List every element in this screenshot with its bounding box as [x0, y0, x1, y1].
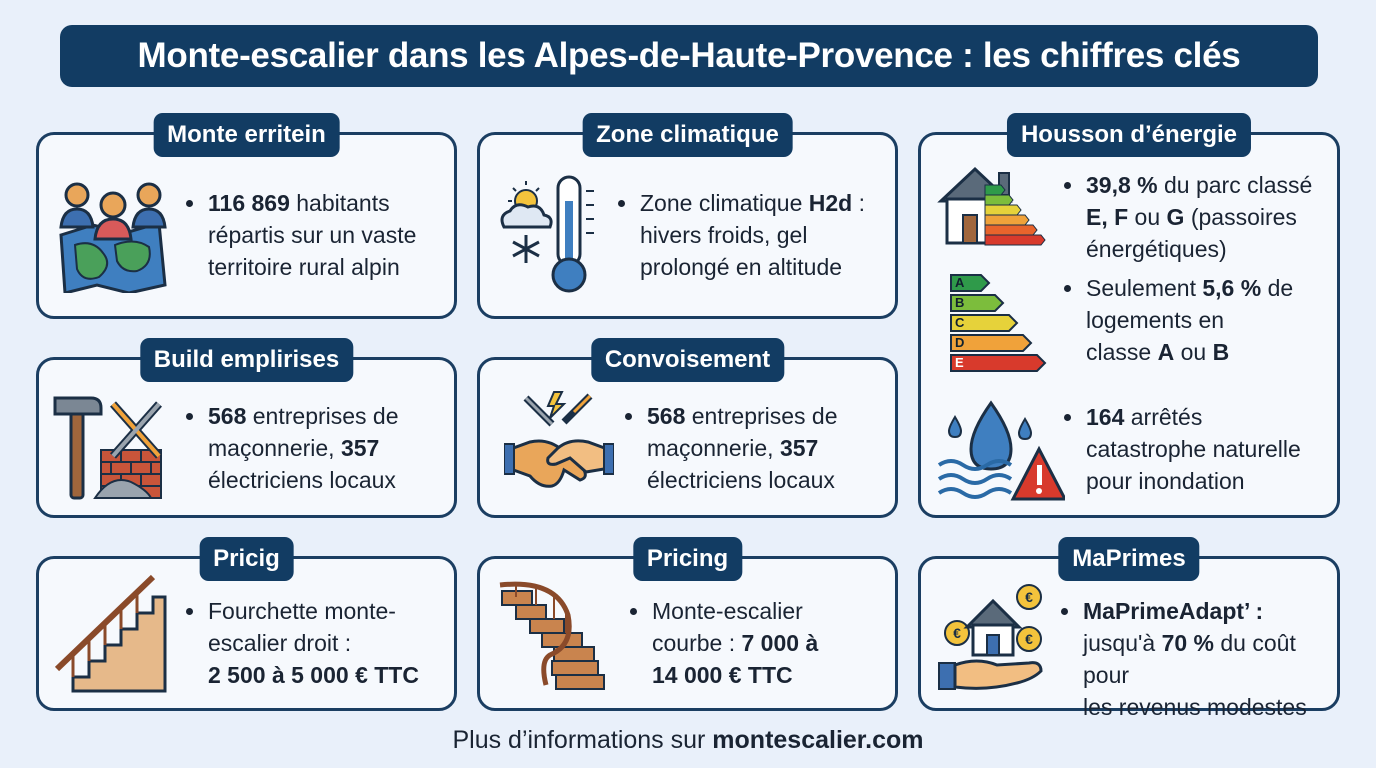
bold-segment: B	[1212, 339, 1230, 365]
text-line	[1083, 595, 1341, 627]
text-line	[1086, 272, 1334, 304]
handshake-tools-icon	[504, 388, 614, 498]
text-segment: électriciens locaux	[208, 467, 396, 493]
population-text	[186, 187, 456, 283]
scale-label-b: B	[955, 295, 965, 310]
flood-warning-icon	[935, 399, 1065, 503]
text-line	[1086, 201, 1334, 233]
text-segment: territoire rural alpin	[208, 254, 400, 280]
text-line	[652, 595, 890, 627]
svg-text:€: €	[953, 625, 961, 641]
text-line	[208, 464, 456, 496]
house-energy-label-icon	[935, 163, 1061, 247]
text-segment: classe	[1086, 339, 1158, 365]
text-segment: entreprises de	[246, 403, 399, 429]
card-header-build: Build emplirises	[140, 338, 353, 382]
build-text	[186, 400, 456, 496]
pricing-straight-text	[186, 595, 456, 691]
text-segment: Fourchette monte-	[208, 598, 396, 624]
people-map-icon	[53, 173, 173, 293]
bullet-dot	[1064, 414, 1071, 421]
text-segment: ou	[1128, 204, 1167, 230]
card-header-energy: Housson d’énergie	[1007, 113, 1251, 157]
card-header-convoi: Convoisement	[591, 338, 784, 382]
bold-segment: 357	[340, 435, 380, 461]
svg-text:€: €	[1025, 589, 1033, 605]
tools-bricks-icon	[51, 390, 171, 502]
text-segment: maçonnerie,	[208, 435, 341, 461]
text-line	[1083, 627, 1341, 691]
energy-lines-3	[1064, 401, 1334, 497]
text-segment: entreprises de	[685, 403, 838, 429]
maprimes-text	[1061, 595, 1341, 723]
text-line	[208, 627, 456, 659]
bold-segment: H2d	[808, 190, 853, 216]
bold-segment: 116 869	[208, 190, 290, 216]
bullet-dot	[1064, 285, 1071, 292]
bold-segment: 357	[779, 435, 819, 461]
text-line	[1086, 336, 1334, 368]
card-header-pricing-straight: Pricig	[199, 537, 294, 581]
card-header-pricing-curved: Pricing	[633, 537, 742, 581]
bold-segment: MaPrimeAdapt’ :	[1083, 598, 1264, 624]
bold-segment: 39,8 %	[1086, 172, 1158, 198]
build-lines	[186, 400, 456, 496]
card-header-maprimes: MaPrimes	[1058, 537, 1199, 581]
straight-stairs-icon	[53, 573, 171, 693]
bullet-dot	[625, 413, 632, 420]
pricing-curved-text	[630, 595, 890, 691]
text-line	[208, 400, 456, 432]
text-segment: habitants	[289, 190, 390, 216]
energy-lines-1	[1064, 169, 1334, 265]
text-segment: prolongé en altitude	[640, 254, 843, 280]
text-line	[640, 219, 898, 251]
text-segment: arrêtés	[1124, 404, 1203, 430]
bold-segment: E, F	[1086, 204, 1129, 230]
card-energy	[918, 121, 1340, 518]
bold-segment: A	[1157, 339, 1175, 365]
text-line	[1083, 691, 1341, 723]
curved-stairs-icon	[496, 575, 608, 695]
text-line	[1086, 433, 1334, 465]
energy-text-2	[1064, 272, 1334, 368]
text-segment: maçonnerie,	[647, 435, 780, 461]
pricing-curved-lines	[630, 595, 890, 691]
card-pricing-curved	[477, 545, 898, 711]
footer-link[interactable]: montescalier.com	[712, 726, 924, 754]
card-convoi	[477, 346, 898, 518]
climate-text	[618, 187, 898, 283]
text-line	[1086, 169, 1334, 201]
text-line	[208, 187, 456, 219]
text-segment: courbe :	[652, 630, 742, 656]
bullet-dot	[1061, 608, 1068, 615]
page-title: Monte-escalier dans les Alpes-de-Haute-Provence : les chiffres clés	[60, 25, 1318, 87]
convoi-text	[625, 400, 895, 496]
bold-segment: 2 500 à 5 000 € TTC	[208, 662, 419, 688]
text-line	[647, 432, 895, 464]
bullet-dot	[186, 608, 193, 615]
card-climate	[477, 121, 898, 319]
text-line	[208, 251, 456, 283]
bold-segment: 70 %	[1161, 630, 1214, 656]
bullet-dot	[186, 413, 193, 420]
card-maprimes	[918, 545, 1340, 720]
text-segment: hivers froids, gel	[640, 222, 808, 248]
text-segment: Monte-escalier	[652, 598, 803, 624]
text-line	[208, 659, 456, 691]
energy-lines-2	[1064, 272, 1334, 368]
maprimes-lines	[1061, 595, 1341, 723]
card-pricing-straight	[36, 545, 457, 711]
text-segment: répartis sur un vaste	[208, 222, 417, 248]
text-segment: escalier droit :	[208, 630, 352, 656]
text-segment: Seulement	[1086, 275, 1203, 301]
text-segment: pour inondation	[1086, 468, 1245, 494]
bullet-dot	[1064, 182, 1071, 189]
bold-segment: 14 000 € TTC	[652, 662, 793, 688]
text-segment: du parc classé	[1157, 172, 1313, 198]
text-segment: :	[852, 190, 865, 216]
text-line	[647, 400, 895, 432]
bold-segment: 568	[208, 403, 247, 429]
text-segment: catastrophe naturelle	[1086, 436, 1301, 462]
energy-text-3	[1064, 401, 1334, 497]
bold-segment: 164	[1086, 404, 1125, 430]
convoi-lines	[625, 400, 895, 496]
energy-text-1	[1064, 169, 1334, 265]
card-header-population: Monte erritein	[153, 113, 340, 157]
text-line	[652, 659, 890, 691]
text-segment: jusqu'à	[1083, 630, 1162, 656]
bullet-dot	[618, 200, 625, 207]
bold-segment: G	[1166, 204, 1185, 230]
scale-label-c: C	[955, 315, 965, 330]
text-segment: du coût pour	[1083, 630, 1296, 688]
scale-label-e: E	[955, 355, 964, 370]
climate-lines	[618, 187, 898, 283]
bold-segment: 5,6 %	[1202, 275, 1262, 301]
hand-house-euro-icon	[937, 583, 1057, 695]
bold-segment: 568	[647, 403, 686, 429]
card-population	[36, 121, 457, 319]
card-header-climate: Zone climatique	[582, 113, 793, 157]
energy-rating-scale-icon	[949, 273, 1061, 379]
population-lines	[186, 187, 456, 283]
text-line	[1086, 304, 1334, 336]
svg-text:€: €	[1025, 631, 1033, 647]
pricing-straight-lines	[186, 595, 456, 691]
scale-label-d: D	[955, 335, 965, 350]
footer	[0, 726, 1376, 755]
scale-label-a: A	[955, 275, 965, 290]
text-line	[1086, 401, 1334, 433]
text-segment: Zone climatique	[640, 190, 809, 216]
bullet-dot	[630, 608, 637, 615]
text-line	[640, 251, 898, 283]
text-line	[640, 187, 898, 219]
text-line	[647, 464, 895, 496]
text-segment: de	[1261, 275, 1294, 301]
text-line	[208, 219, 456, 251]
text-segment: électriciens locaux	[647, 467, 835, 493]
card-build	[36, 346, 457, 518]
text-segment: énergétiques)	[1086, 236, 1227, 262]
text-line	[208, 432, 456, 464]
bullet-dot	[186, 200, 193, 207]
bold-segment: 7 000 à	[741, 630, 819, 656]
footer-prefix: Plus d’informations sur	[452, 726, 713, 754]
text-segment: les revenus modestes	[1083, 694, 1307, 720]
text-line	[1086, 465, 1334, 497]
text-segment: ou	[1174, 339, 1213, 365]
text-line	[208, 595, 456, 627]
thermometer-weather-icon	[494, 171, 614, 296]
text-segment: logements en	[1086, 307, 1225, 333]
text-line	[1086, 233, 1334, 265]
text-segment: (passoires	[1184, 204, 1297, 230]
text-line	[652, 627, 890, 659]
